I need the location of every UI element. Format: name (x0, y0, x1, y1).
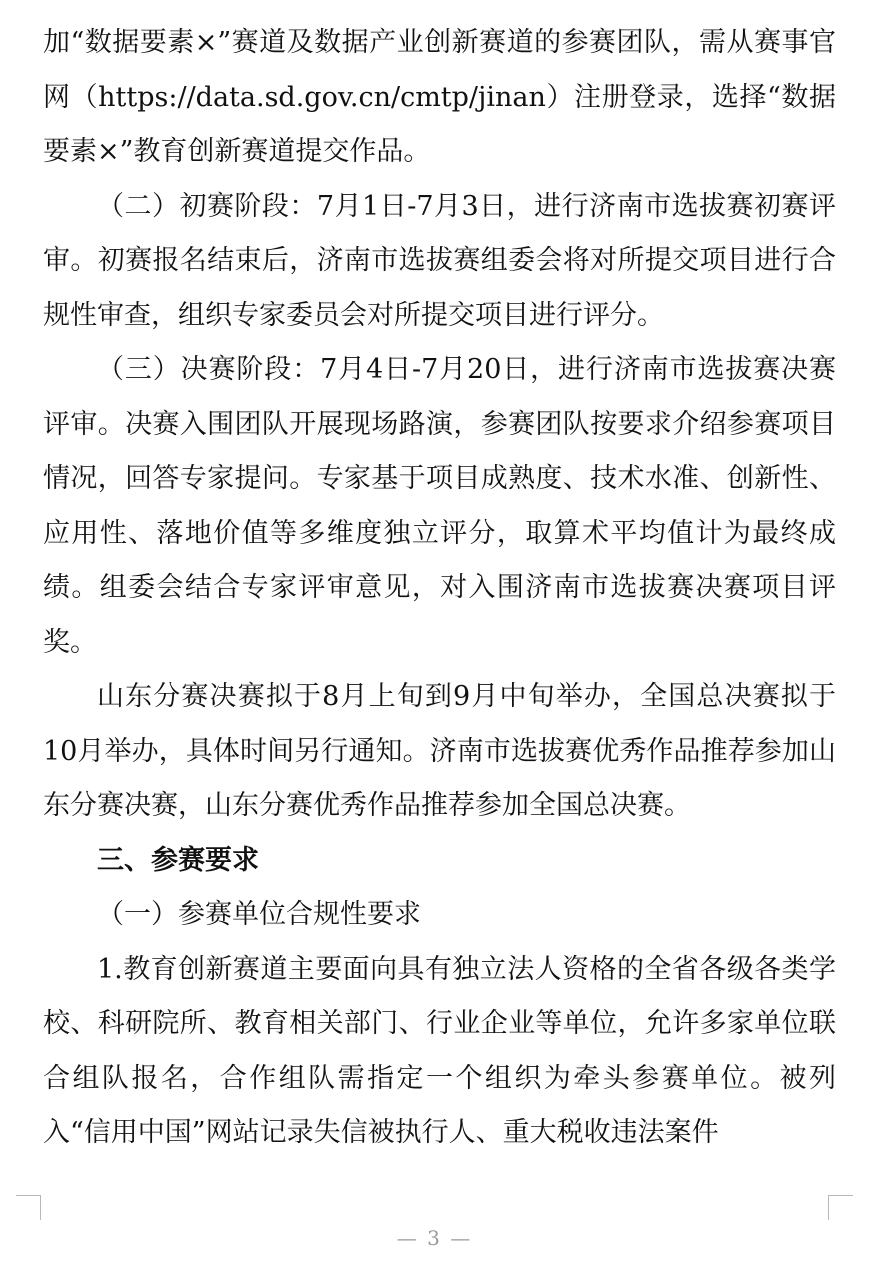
subsection-heading-compliance: （一）参赛单位合规性要求 (97, 899, 421, 930)
page-number: — 3 — (396, 1226, 473, 1250)
paragraph-compliance-item-1: 1.教育创新赛道主要面向具有独立法人资格的全省各级各类学校、科研院所、教育相关部门、行业企业等单位，允许多家单位联合组队报名，合作组队需指定一个组织为牵头参赛单位。被列入“信用中国”网站记录失信被执行人、重大税收违法案件 (43, 953, 836, 1148)
section-heading-requirements: 三、参赛要求 (97, 844, 259, 876)
preliminary-stage-text: 7月1日-7月3日，进行济南市选拔赛初赛评审。初赛报名结束后，济南市选拔赛组委会将对所提交项目进行合规性审查，组织专家委员会对所提交项目进行评分。 (43, 190, 836, 331)
crop-mark-bottom-left (16, 1195, 41, 1220)
final-stage-heading: （三）决赛阶段： (97, 354, 321, 385)
paragraph-registration-continued: 加“数据要素×”赛道及数据产业创新赛道的参赛团队，需从赛事官网（https://data.sd.gov.cn/cmtp/jinan）注册登录，选择“数据要素×”教育创新赛道提交作品。 (43, 27, 836, 167)
paragraph-provincial-national: 山东分赛决赛拟于8月上旬到9月中旬举办，全国总决赛拟于10月举办，具体时间另行通知。济南市选拔赛优秀作品推荐参加山东分赛决赛，山东分赛优秀作品推荐参加全国总决赛。 (43, 681, 836, 821)
document-body (43, 16, 836, 1161)
final-stage-text: 7月4日-7月20日，进行济南市选拔赛决赛评审。决赛入围团队开展现场路演，参赛团队按要求介绍参赛项目情况，回答专家提问。专家基于项目成熟度、技术水准、创新性、应用性、落地价值等多维度独立评分，取算术平均值计为最终成绩。组委会结合专家评审意见，对入围济南市选拔赛决赛项目评奖。 (43, 354, 837, 658)
paragraph-preliminary-stage (43, 180, 836, 344)
preliminary-stage-heading: （二）初赛阶段： (97, 190, 317, 222)
crop-mark-bottom-right (828, 1195, 853, 1220)
paragraph-final-stage (43, 343, 836, 670)
